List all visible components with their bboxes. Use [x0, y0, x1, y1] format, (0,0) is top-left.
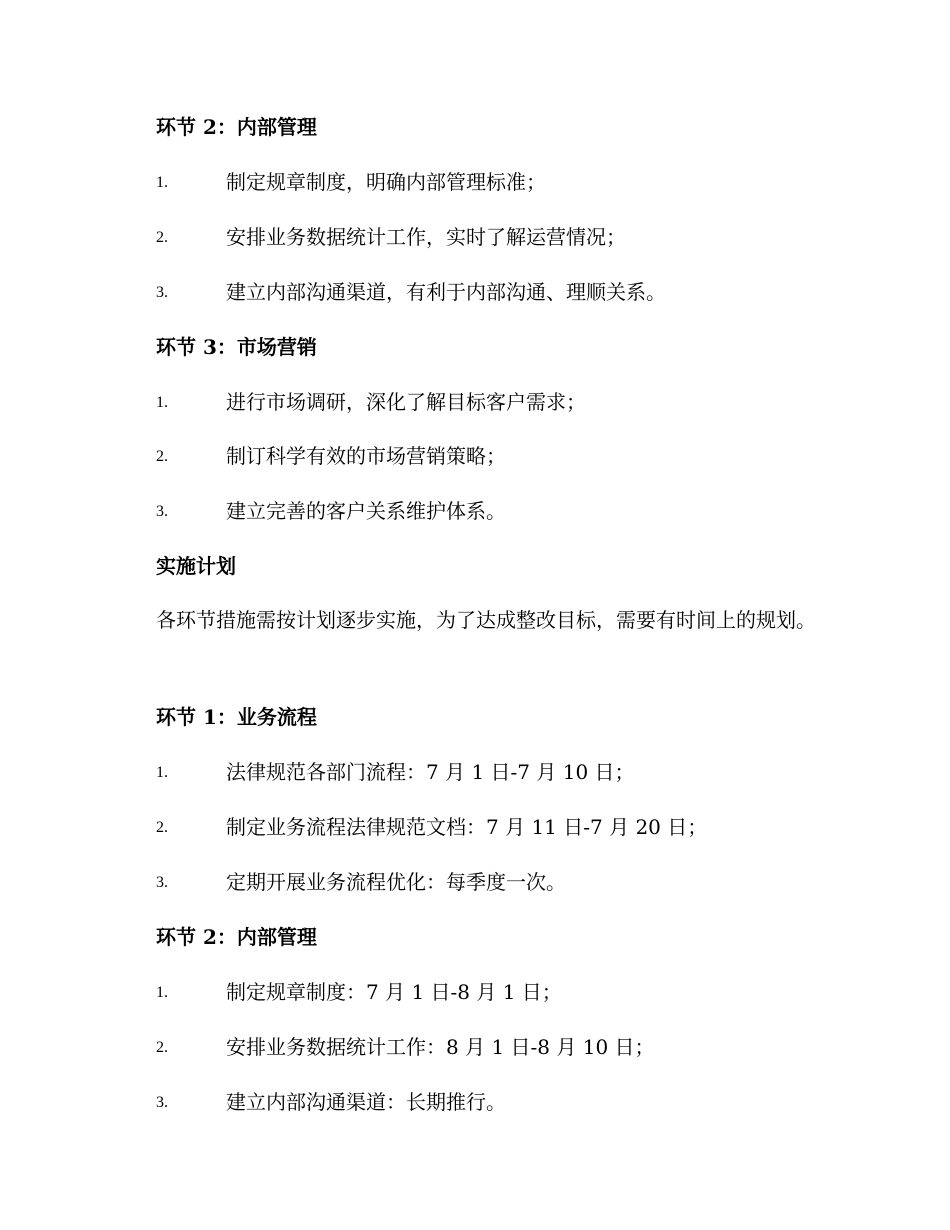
list-text: 进行市场调研，深化了解目标客户需求； [226, 390, 586, 414]
list-number: 3. [156, 874, 168, 891]
list-number: 1. [156, 394, 168, 411]
list-text: 定期开展业务流程优化：每季度一次。 [226, 870, 566, 894]
list-text: 法律规范各部门流程：7 月 1 日-7 月 10 日； [226, 760, 635, 784]
list-text: 制订科学有效的市场营销策略； [226, 444, 506, 468]
section-heading-business-process: 环节 1：业务流程 [156, 705, 317, 729]
list-text: 制定业务流程法律规范文档：7 月 11 日-7 月 20 日； [226, 815, 708, 839]
section-heading-marketing: 环节 3：市场营销 [156, 335, 317, 359]
section-heading-internal-management-schedule: 环节 2：内部管理 [156, 925, 317, 949]
body-paragraph: 各环节措施需按计划逐步实施，为了达成整改目标，需要有时间上的规划。 [156, 608, 816, 632]
list-number: 2. [156, 229, 168, 246]
list-number: 2. [156, 819, 168, 836]
section-heading-internal-management: 环节 2：内部管理 [156, 115, 317, 139]
list-text: 安排业务数据统计工作：8 月 1 日-8 月 10 日； [226, 1035, 655, 1059]
list-text: 建立内部沟通渠道，有利于内部沟通、理顺关系。 [226, 280, 666, 304]
list-number: 2. [156, 1039, 168, 1056]
list-number: 3. [156, 1094, 168, 1111]
list-number: 1. [156, 984, 168, 1001]
section-heading-implementation-plan: 实施计划 [156, 554, 236, 578]
list-number: 1. [156, 764, 168, 781]
list-text: 制定规章制度：7 月 1 日-8 月 1 日； [226, 980, 562, 1004]
list-number: 2. [156, 448, 168, 465]
list-text: 建立内部沟通渠道：长期推行。 [226, 1090, 506, 1114]
list-text: 制定规章制度，明确内部管理标准； [226, 170, 546, 194]
list-text: 建立完善的客户关系维护体系。 [226, 499, 506, 523]
list-text: 安排业务数据统计工作，实时了解运营情况； [226, 225, 626, 249]
list-number: 3. [156, 503, 168, 520]
list-number: 3. [156, 284, 168, 301]
list-number: 1. [156, 174, 168, 191]
